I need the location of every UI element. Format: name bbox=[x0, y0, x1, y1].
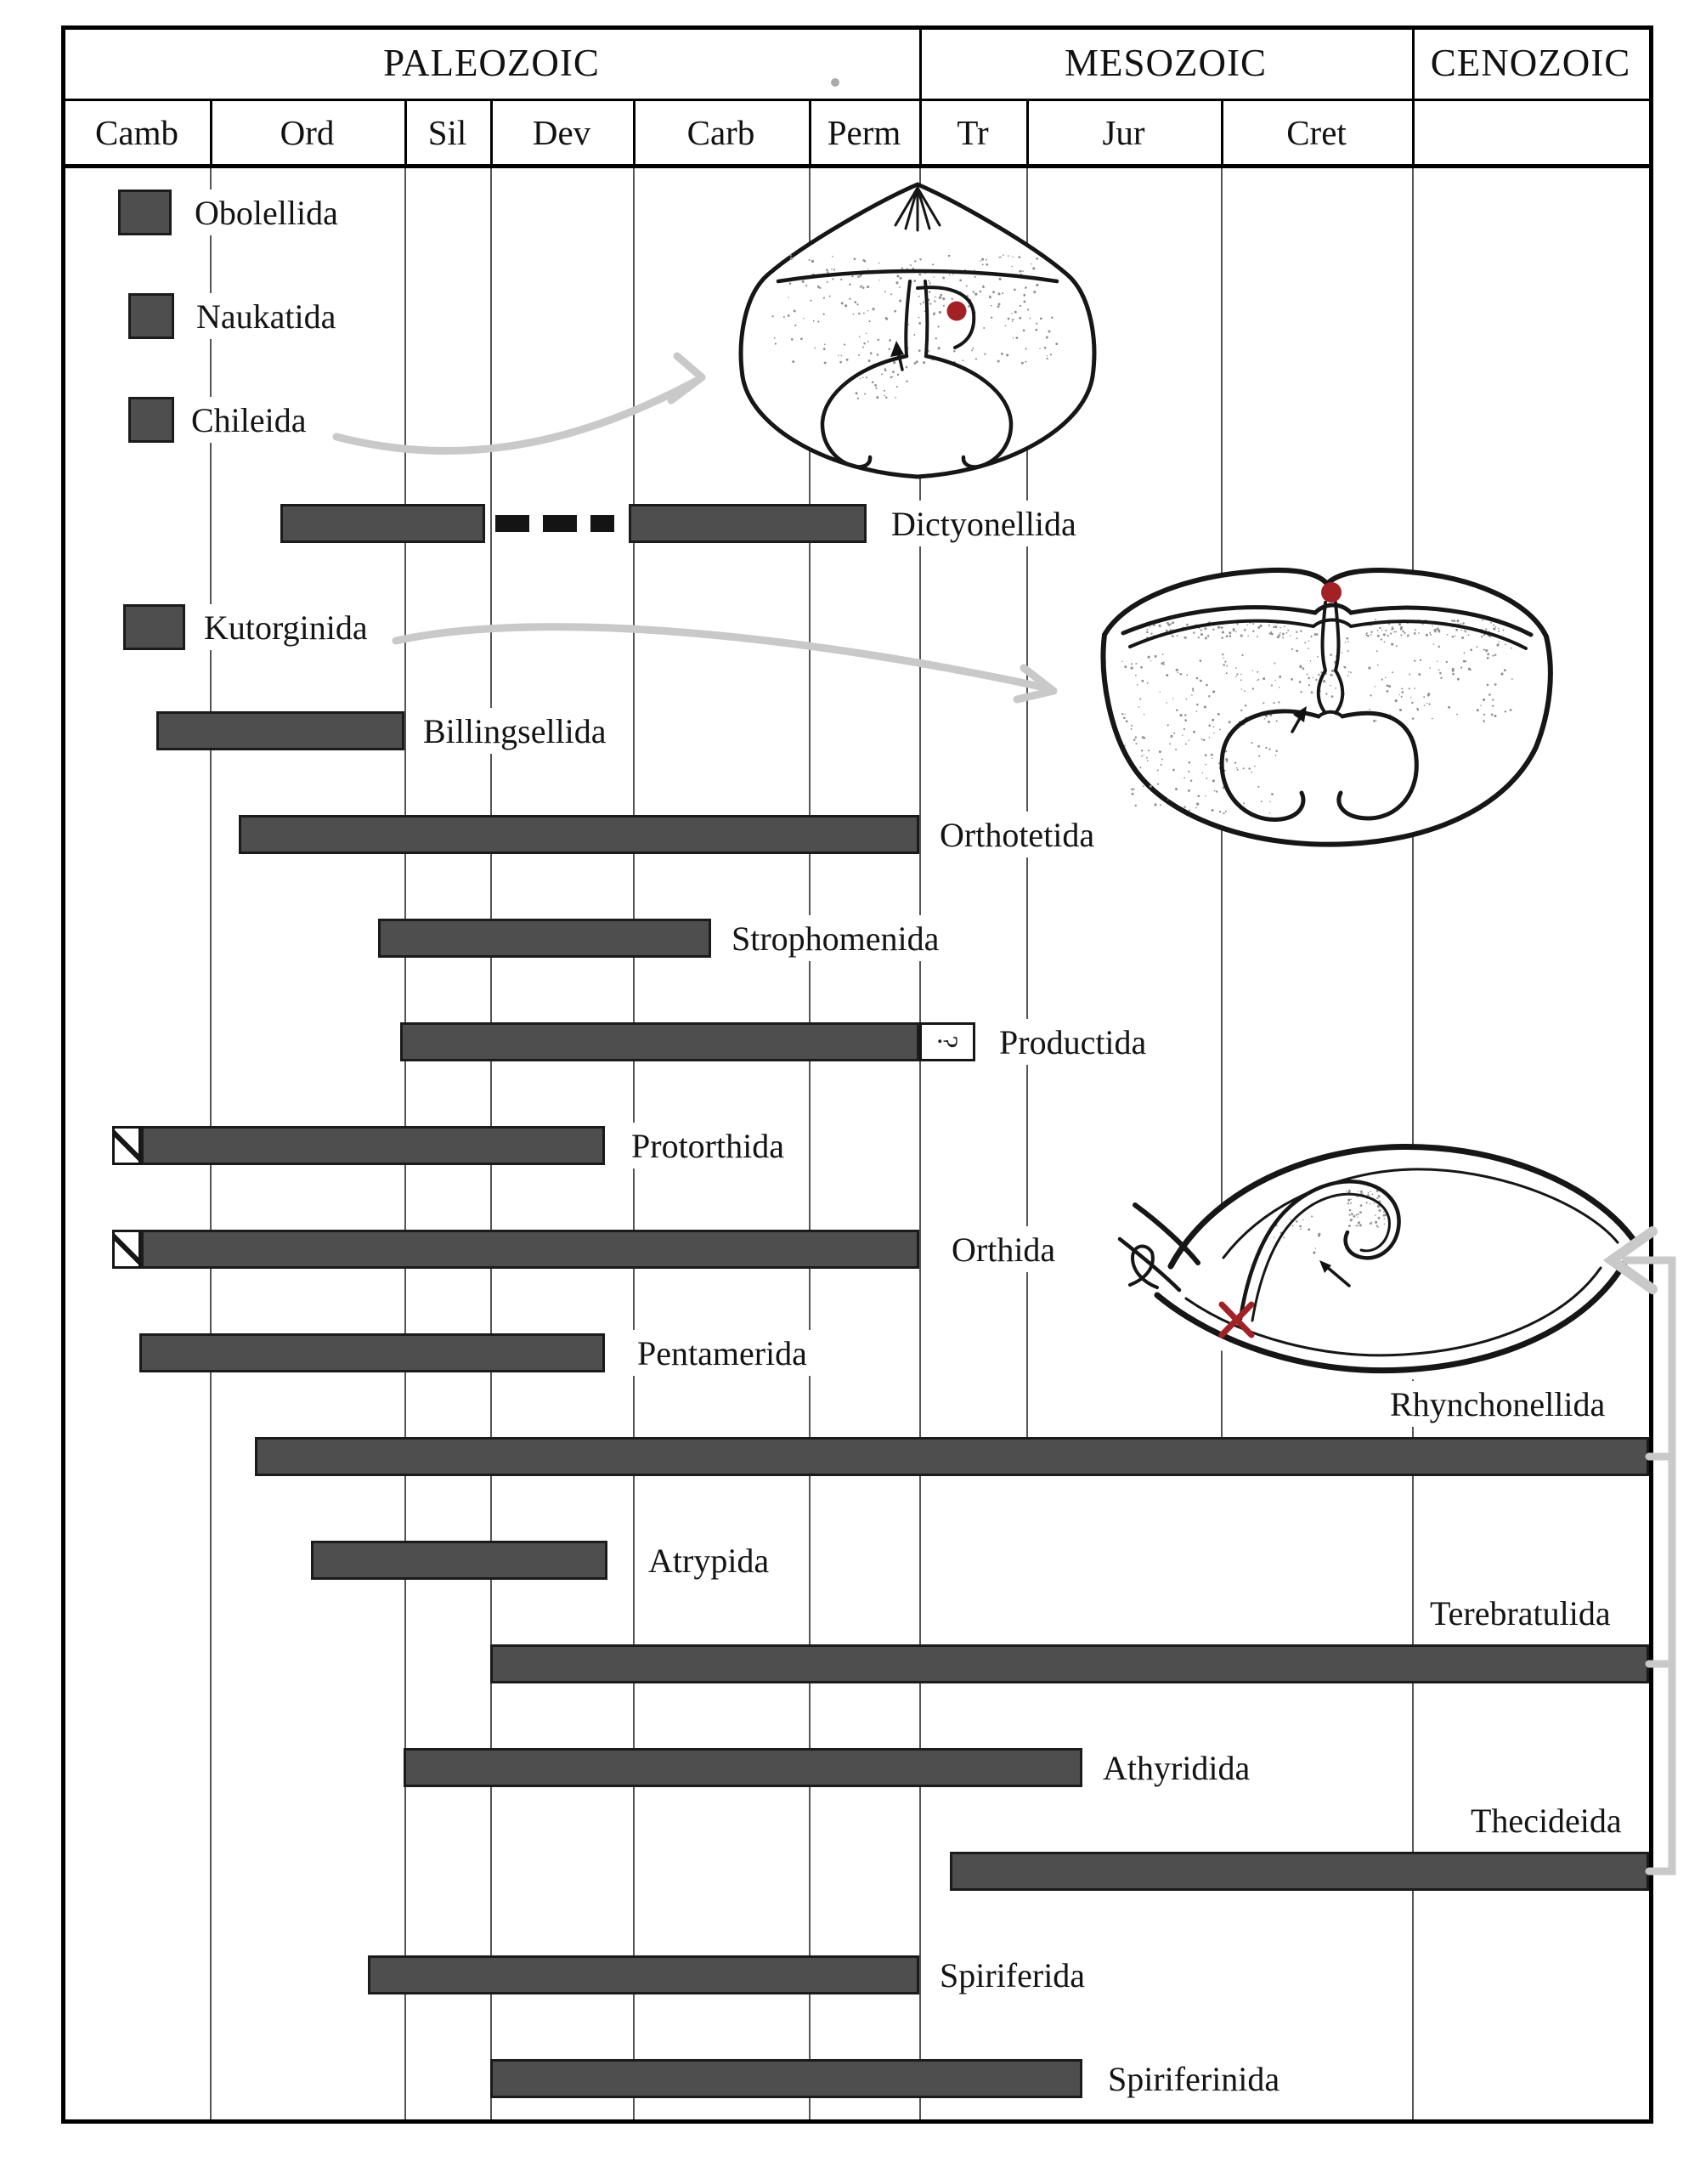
taxon-label-productida: Productida bbox=[994, 1019, 1151, 1065]
taxon-label-protorthida: Protorthida bbox=[626, 1123, 789, 1168]
taxon-label-rhynchonellida: Rhynchonellida bbox=[1385, 1381, 1610, 1427]
period-separator bbox=[919, 101, 922, 164]
taxon-label-orthotetida: Orthotetida bbox=[935, 812, 1099, 857]
uncertain-origin-hatch-box bbox=[112, 1126, 141, 1165]
taxon-range-bar bbox=[311, 1541, 607, 1580]
taxon-range-bar bbox=[400, 1022, 919, 1061]
taxon-label-athyridida: Athyridida bbox=[1098, 1745, 1255, 1791]
range-gap-dash bbox=[495, 515, 529, 532]
taxon-label-dictyonellida: Dictyonellida bbox=[886, 501, 1082, 546]
table-right-border bbox=[1649, 25, 1653, 2124]
era-cell-cenozoic: CENOZOIC bbox=[1430, 42, 1631, 84]
period-separator bbox=[1412, 101, 1415, 164]
taxon-range-bar bbox=[378, 919, 711, 958]
taxon-label-kutorginida: Kutorginida bbox=[199, 604, 373, 650]
header-bottom-border bbox=[64, 164, 1649, 168]
queried-range-box bbox=[919, 1022, 975, 1061]
uncertain-origin-hatch-box bbox=[112, 1230, 141, 1269]
era-cell-mesozoic: MESOZOIC bbox=[1064, 42, 1267, 84]
period-cell-camb: Camb bbox=[95, 113, 178, 152]
period-cell-sil: Sil bbox=[427, 113, 467, 152]
taxon-range-bar bbox=[156, 711, 404, 750]
period-cell-jur: Jur bbox=[1102, 113, 1145, 152]
brachiopod-lateral-view-illustration bbox=[1104, 1129, 1648, 1383]
period-separator bbox=[404, 101, 407, 164]
period-separator bbox=[809, 101, 811, 164]
period-cell-cenozoic-blank bbox=[1412, 101, 1649, 164]
taxon-label-terebratulida: Terebratulida bbox=[1425, 1590, 1616, 1636]
era-separator bbox=[1412, 27, 1415, 99]
taxon-label-strophomenida: Strophomenida bbox=[726, 915, 944, 961]
brachiopod-strophic-interior-illustration bbox=[1096, 548, 1555, 854]
chileida-arrowhead bbox=[671, 356, 702, 400]
period-cell-ord: Ord bbox=[280, 113, 335, 152]
taxon-label-chileida: Chileida bbox=[186, 397, 312, 443]
taxon-label-spiriferida: Spiriferida bbox=[935, 1952, 1090, 1998]
period-cell-carb: Carb bbox=[686, 113, 755, 152]
taxon-range-box bbox=[128, 397, 174, 443]
brachiopod-dorsal-interior-illustration bbox=[729, 174, 1103, 482]
red-dot-marker bbox=[947, 302, 967, 321]
period-separator bbox=[210, 101, 212, 164]
taxon-range-bar bbox=[141, 1126, 605, 1165]
period-separator bbox=[490, 101, 493, 164]
taxon-range-bar bbox=[239, 815, 919, 854]
query-mark: ? bbox=[932, 1035, 963, 1049]
red-dot-marker bbox=[1321, 582, 1342, 603]
kutorginida-arrow bbox=[396, 627, 1048, 688]
taxon-label-orthida: Orthida bbox=[946, 1226, 1060, 1272]
taxon-range-bar bbox=[404, 1748, 1082, 1787]
taxon-range-bar bbox=[490, 2059, 1082, 2098]
period-cell-perm: Perm bbox=[827, 113, 901, 152]
taxon-range-bar bbox=[950, 1852, 1649, 1891]
taxon-range-box bbox=[118, 190, 172, 235]
taxon-label-obolellida: Obolellida bbox=[189, 190, 343, 235]
period-separator bbox=[633, 101, 636, 164]
taxon-label-billingsellida: Billingsellida bbox=[418, 708, 612, 754]
taxon-label-naukatida: Naukatida bbox=[191, 293, 341, 339]
taxon-label-spiriferinida: Spiriferinida bbox=[1103, 2056, 1285, 2102]
taxon-range-bar bbox=[139, 1333, 605, 1372]
taxon-range-bar bbox=[280, 504, 485, 543]
period-cell-cret: Cret bbox=[1286, 113, 1347, 152]
taxon-range-bar bbox=[368, 1955, 919, 1994]
table-left-border bbox=[61, 25, 65, 2124]
range-gap-dash bbox=[590, 515, 614, 532]
shell-silhouette bbox=[1155, 1146, 1638, 1380]
taxon-label-atrypida: Atrypida bbox=[643, 1537, 774, 1583]
period-separator bbox=[1221, 101, 1223, 164]
era-separator bbox=[919, 27, 922, 99]
shell-outline bbox=[1104, 570, 1551, 845]
taxon-range-bar bbox=[490, 1644, 1649, 1683]
taxon-label-thecideida: Thecideida bbox=[1466, 1797, 1627, 1843]
period-cell-dev: Dev bbox=[532, 113, 591, 152]
period-separator bbox=[1026, 101, 1029, 164]
period-cell-tr: Tr bbox=[957, 113, 989, 152]
taxon-range-bar bbox=[255, 1437, 1649, 1476]
range-gap-dash bbox=[543, 515, 577, 532]
taxon-range-bar bbox=[141, 1230, 919, 1269]
taxon-range-box bbox=[128, 293, 174, 339]
chileida-arrow bbox=[336, 381, 697, 451]
taxon-range-bar bbox=[629, 504, 867, 543]
table-bottom-border bbox=[61, 2119, 1653, 2124]
era-cell-paleozoic: PALEOZOIC bbox=[383, 42, 600, 84]
kutorginida-arrowhead bbox=[1017, 668, 1054, 699]
taxon-range-box bbox=[123, 604, 185, 650]
taxon-label-pentamerida: Pentamerida bbox=[632, 1330, 812, 1376]
